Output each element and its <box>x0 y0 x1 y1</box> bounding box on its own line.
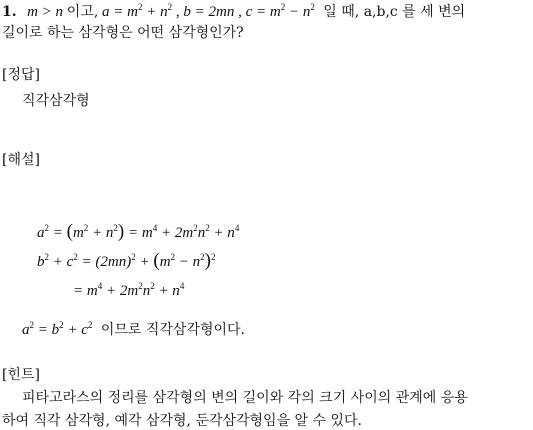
question-condition: m > n 이고, $a = m^2 + n^2$ , b = 2mn , $c = m^2 - n^2$ <box>27 2 315 20</box>
equation-1: $a^2 = (m^2 + n^2) = m^4 + 2m^2n^2 + n^4$ <box>37 221 240 242</box>
conclusion-equation: $a^2 = b^2 + c^2$ <box>22 320 93 338</box>
hint-line-1: 피타고라스의 정리를 삼각형의 변의 길이와 각의 크기 사이의 관계에 응용 <box>22 390 468 406</box>
equation-2: $b^2 + c^2 = (2mn)^2 + (m^2 - n^2)^2$ <box>37 250 216 271</box>
answer-text: 직각삼각형 <box>22 93 90 109</box>
hint-line-2: 하여 직각 삼각형, 예각 삼각형, 둔각삼각형임을 알 수 있다. <box>2 413 363 429</box>
explanation-conclusion <box>22 321 245 338</box>
question-line-2: 길이로 하는 삼각형은 어떤 삼각형인가? <box>2 25 244 41</box>
question-line-1 <box>2 3 465 20</box>
explanation-header: [해설] <box>2 152 40 168</box>
equation-3: = $m^4 + 2m^2n^2 + n^4$ <box>73 281 185 299</box>
question-line1-tail: 일 때, a,b,c 를 세 변의 <box>323 4 466 20</box>
conclusion-text: 이므로 직각삼각형이다. <box>100 322 245 338</box>
answer-header: [정답] <box>2 67 40 83</box>
hint-header: [힌트] <box>2 367 40 383</box>
question-number: 1. <box>2 4 17 20</box>
